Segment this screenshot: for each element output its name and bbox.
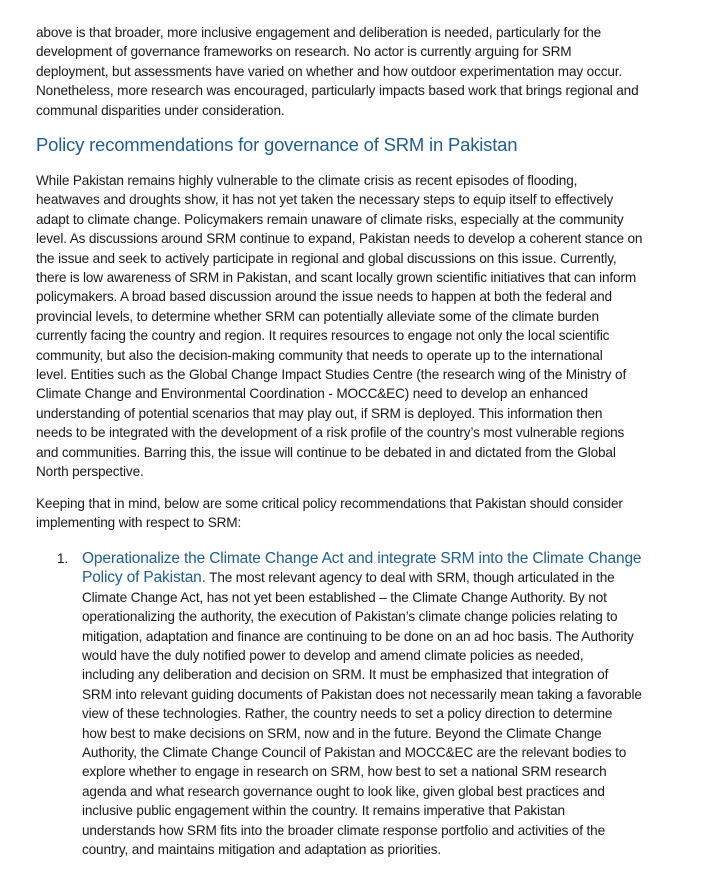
text-line: understands how SRM fits into the broader climate response portfolio and activities of the: [82, 822, 605, 838]
text-line: operationalizing the authority, the execution of Pakistan’s climate change policies relating to: [82, 609, 618, 625]
text-line: understanding of potential scenarios that may play out, if SRM is deployed. This information then: [36, 405, 603, 421]
text-line: currently facing the country and region. It requires resources to engage not only the local scientific: [36, 328, 610, 344]
text-line: Authority, the Climate Change Council of Pakistan and MOCC&EC are the relevant bodies to: [82, 745, 627, 761]
text-line: North perspective.: [36, 464, 144, 480]
text-line: agenda and what research governance ought to look like, given global best practices and: [82, 783, 605, 799]
text-line: level. As discussions around SRM continue to expand, Pakistan needs to develop a coherent stance on: [36, 231, 643, 247]
text-line: needs to be integrated with the development of a risk profile of the country’s most vulnerable regions: [36, 425, 625, 441]
text-line: mitigation, adaptation and finance are continuing to be done on an ad hoc basis. The Authority: [82, 628, 634, 644]
recommendation-text: The most relevant agency to deal with SRM, though articulated in the: [205, 570, 615, 586]
text-line: SRM into relevant guiding documents of Pakistan does not necessarily mean taking a favorable: [82, 686, 642, 702]
text-line: inclusive public engagement within the country. It remains imperative that Pakistan: [82, 803, 565, 819]
text-line: communal disparities under consideration.: [36, 102, 285, 118]
text-line: including any deliberation and decision on SRM. It must be emphasized that integration of: [82, 667, 609, 683]
text-line: there is low awareness of SRM in Pakistan, and scant locally grown scientific initiatives that can inform: [36, 270, 637, 286]
text-line: deployment, but assessments have varied on whether and how outdoor experimentation may occur.: [36, 63, 623, 79]
body-paragraph: [36, 171, 642, 482]
text-line: above is that broader, more inclusive engagement and deliberation is needed, particularly for the: [36, 25, 602, 40]
text-line: implementing with respect to SRM:: [36, 515, 242, 531]
text-line: Climate Change and Environmental Coordination - MOCC&EC) need to develop an enhanced: [36, 386, 588, 402]
keeping-paragraph: [36, 494, 623, 533]
text-line: and communities. Barring this, the issue will continue to be debated in and dictated from the Global: [36, 444, 616, 460]
text-line: explore whether to engage in research on SRM, how best to set a national SRM research: [82, 764, 607, 780]
text-line: level. Entities such as the Global Change Impact Studies Centre (the research wing of the Ministry of: [36, 367, 627, 383]
list-number: 1.: [57, 551, 69, 566]
text-line: how best to make decisions on SRM, now and in the future. Beyond the Climate Change: [82, 725, 602, 741]
text-line: heatwaves and droughts show, it has not yet taken the necessary steps to equip itself to effectively: [36, 192, 614, 208]
text-line: Nonetheless, more research was encouraged, particularly impacts based work that brings regional and: [36, 83, 639, 99]
recommendation-title-cont: Policy of Pakistan.: [82, 569, 206, 587]
text-line: community, but also the decision-making community that needs to operate up to the international: [36, 347, 603, 363]
section-heading: Policy recommendations for governance of SRM in Pakistan: [36, 134, 518, 155]
text-line: While Pakistan remains highly vulnerable to the climate crisis as recent episodes of flooding,: [36, 173, 578, 188]
text-line: policymakers. A broad based discussion around the issue needs to happen at both the federal and: [36, 289, 612, 305]
text-line: development of governance frameworks on research. No actor is currently arguing for SRM: [36, 44, 572, 60]
text-line: view of these technologies. Rather, the country needs to set a policy direction to determine: [82, 706, 613, 722]
text-line: country, and maintains mitigation and adaptation as priorities.: [82, 842, 442, 858]
text-line: Climate Change Act, has not yet been established – the Climate Change Authority. By not: [82, 589, 607, 605]
intro-paragraph: [36, 23, 638, 120]
text-line: would have the duly notified power to develop and amend climate policies as needed,: [82, 648, 584, 664]
text-line: adapt to climate change. Policymakers remain unaware of climate risks, especially at the community: [36, 211, 624, 227]
recommendation-title: Operationalize the Climate Change Act and integrate SRM into the Climate Change: [82, 550, 642, 567]
text-line: the issue and seek to actively participate in regional and global discussions on this issue. Currently,: [36, 250, 617, 266]
text-line: provincial levels, to determine whether SRM can potentially alleviate some of the climate burden: [36, 308, 599, 324]
text-line: Keeping that in mind, below are some critical policy recommendations that Pakistan should consider: [36, 496, 623, 511]
recommendation-list-item: [57, 549, 642, 860]
